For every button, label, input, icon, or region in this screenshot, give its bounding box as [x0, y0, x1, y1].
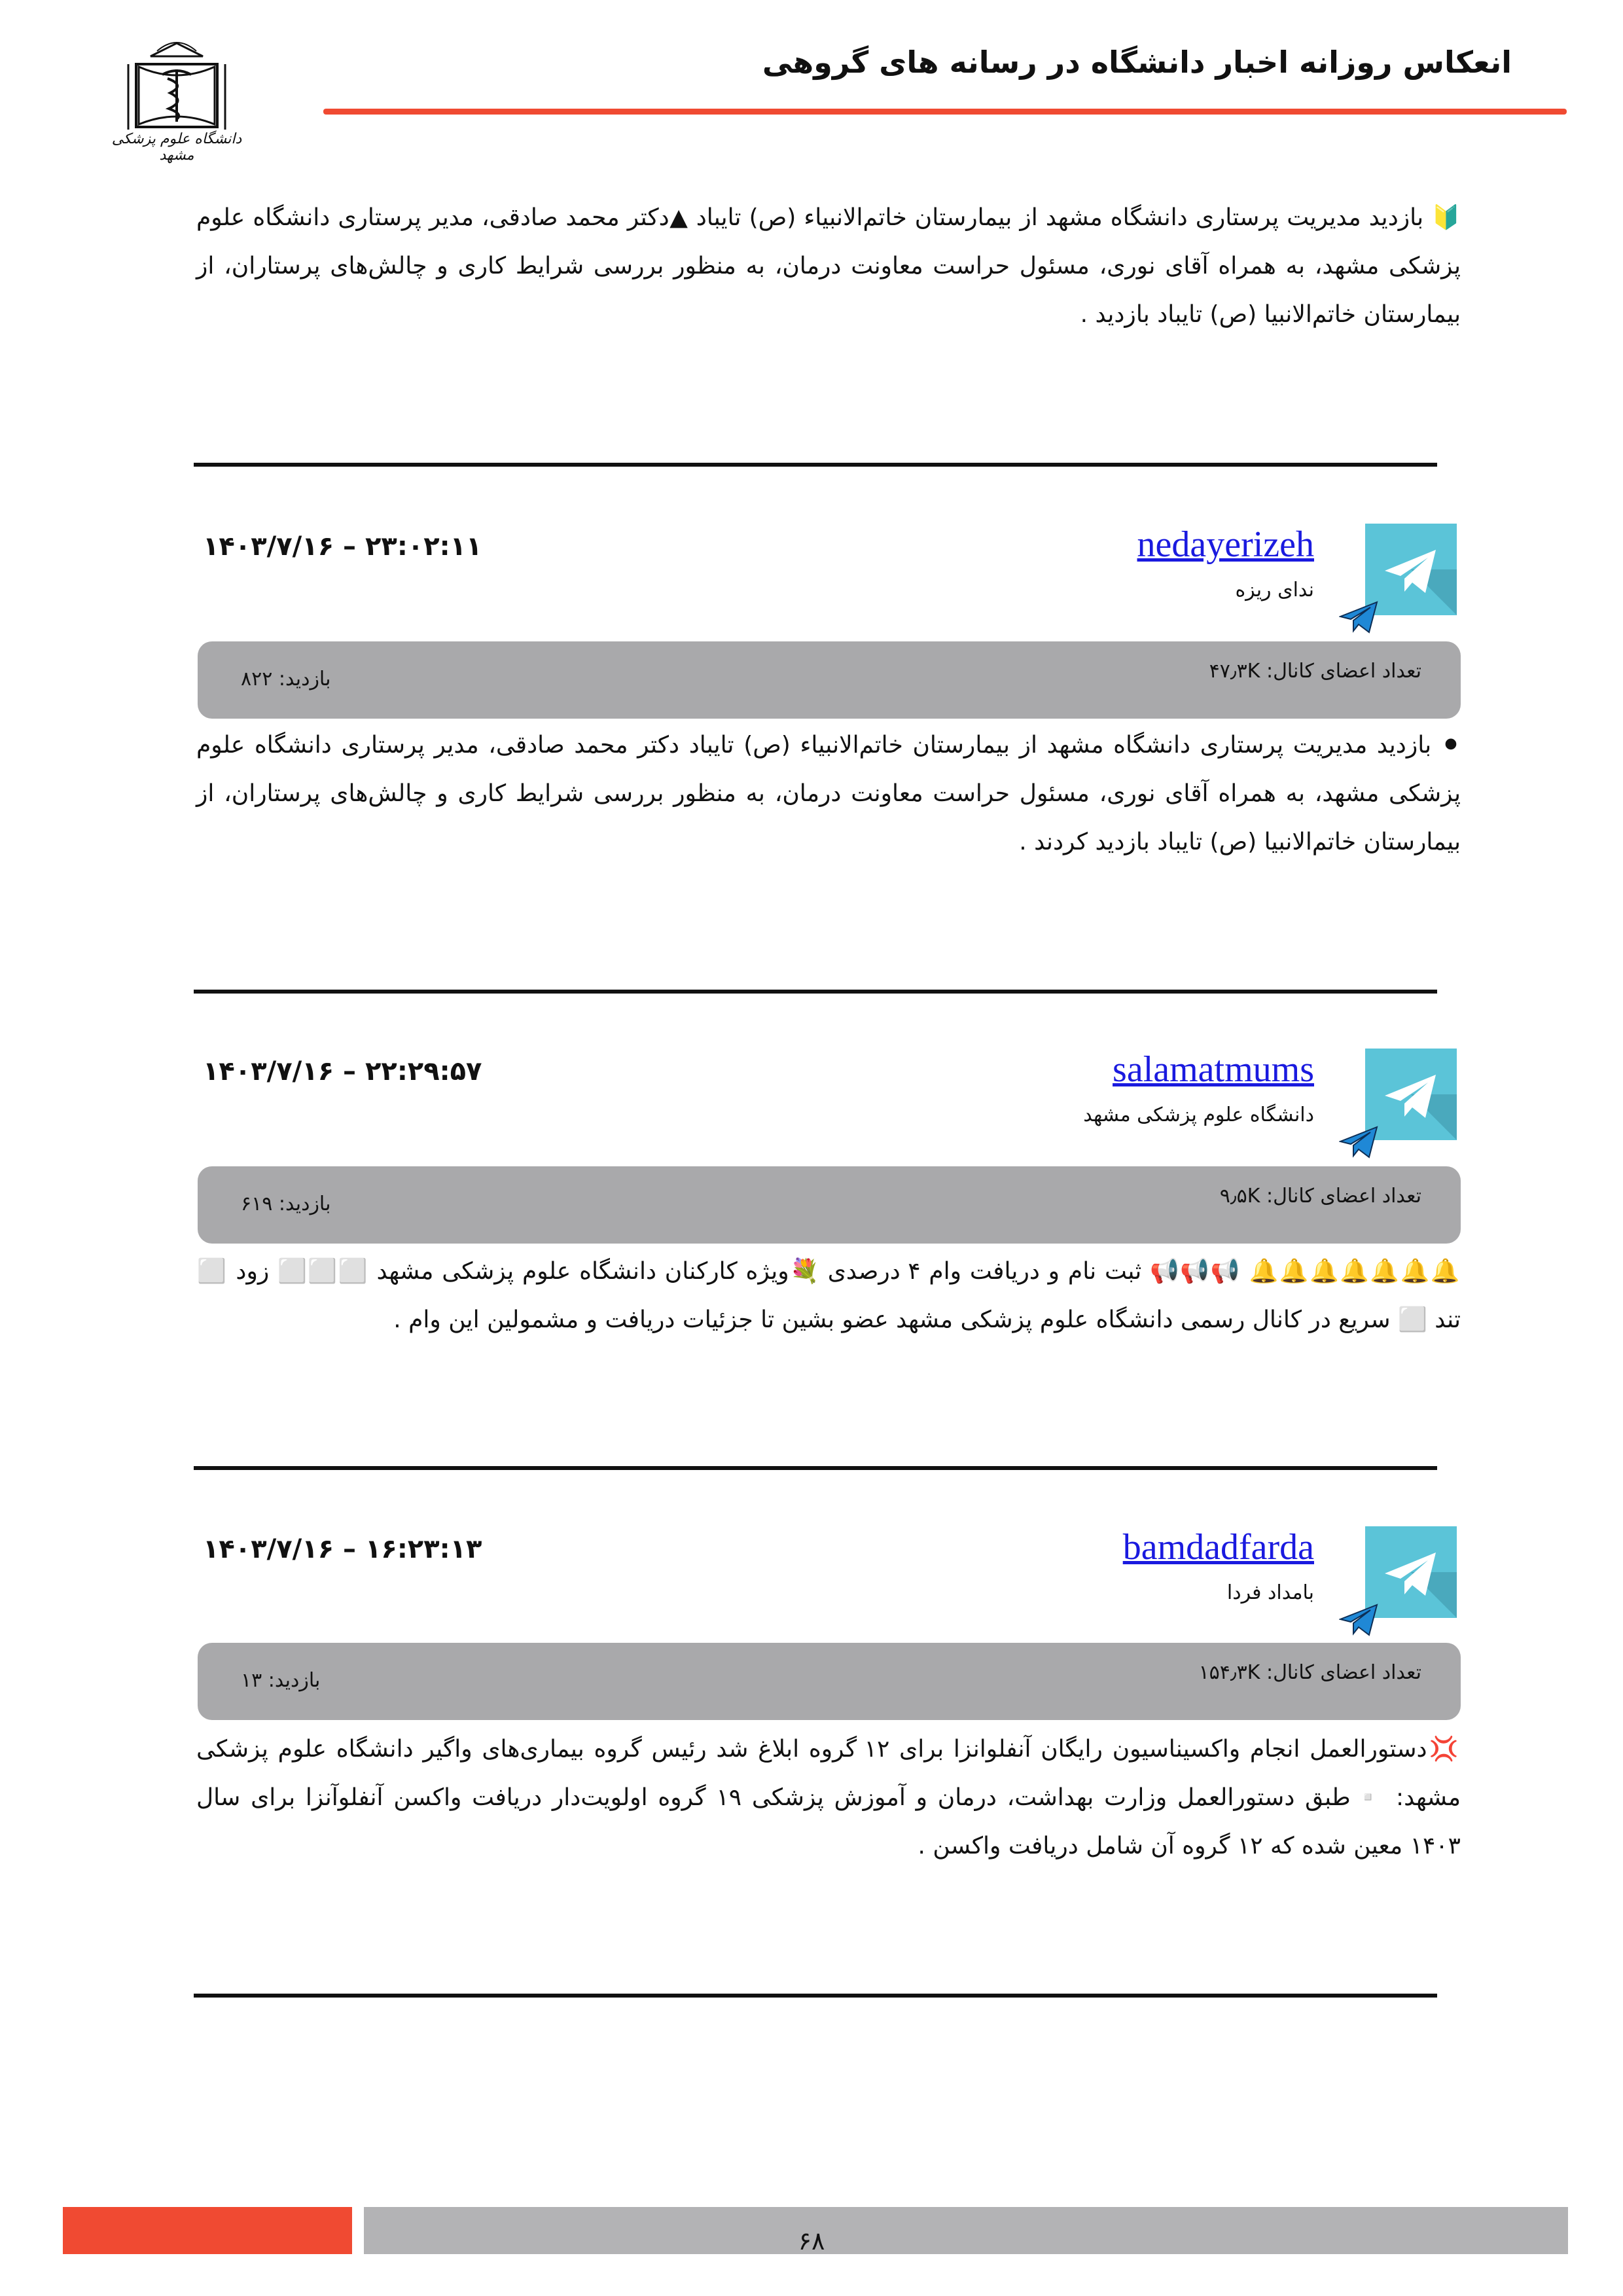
channel-stats-bar	[198, 1166, 1461, 1244]
telegram-icon	[1365, 1049, 1457, 1140]
post-body: ⚫ بازدید مدیریت پرستاری دانشگاه مشهد از بیمارستان خاتم‌الانبیاء (ص) تایباد دکتر محمد صادقی، مدیر پرستاری دانشگاه علوم پزشکی مشهد، به همراه آقای نوری، مسئول حراست معاونت درمان، به منظور بررسی شرایط کاری و چالش‌های پرستاران، از بیمارستان خاتم‌الانبیا (ص) تایباد بازدید کردند .	[196, 732, 1461, 855]
post-text	[196, 721, 1461, 867]
channel-stats-bar	[198, 641, 1461, 719]
page-title: انعکاس روزانه اخبار دانشگاه در رسانه های گروهی	[762, 45, 1512, 80]
post-datetime: ۲۳:۰۲:۱۱ – ۱۴۰۳/۷/۱۶	[203, 531, 482, 562]
page-number: ۶۸	[798, 2227, 825, 2255]
post-text	[196, 1725, 1461, 1871]
channel-name: ندای ریزه	[1235, 579, 1314, 601]
telegram-icon-tile	[1365, 1049, 1457, 1140]
separator	[194, 463, 1437, 467]
post-body: 💢دستورالعمل انجام واکسیناسیون رایگان آنفلوانزا برای ۱۲ گروه ابلاغ شد رئیس گروه بیماری‌های واگیر دانشگاه علوم پزشکی مشهد: ▫️طبق دستورالعمل وزارت بهداشت، درمان و آموزش پزشکی ۱۹ گروه اولویت‌دار دریافت واکسن آنفلوآنزا برای سال ۱۴۰۳ معین شده که ۱۲ گروه آن شامل دریافت واکسن .	[196, 1736, 1461, 1859]
logo-caption: دانشگاه علوم پزشکی مشهد	[111, 131, 242, 164]
telegram-icon-tile	[1365, 524, 1457, 615]
channel-stats-bar	[198, 1643, 1461, 1720]
member-count: تعداد اعضای کانال: ۹٫۵K	[1219, 1185, 1421, 1208]
telegram-icon	[1365, 1526, 1457, 1618]
telegram-plane-icon	[1339, 1126, 1378, 1158]
separator	[194, 1994, 1437, 1998]
telegram-plane-icon	[1339, 1604, 1378, 1636]
telegram-icon	[1365, 524, 1457, 615]
channel-link[interactable]: salamatmums	[1113, 1049, 1314, 1090]
post-text	[196, 1247, 1461, 1344]
separator	[194, 1466, 1437, 1470]
telegram-plane-icon	[1339, 601, 1378, 634]
header-rule	[323, 109, 1567, 115]
university-logo	[105, 38, 249, 162]
separator	[194, 990, 1437, 994]
view-count: بازدید: ۶۱۹	[241, 1193, 331, 1215]
footer-bar	[364, 2207, 1568, 2254]
telegram-icon-tile	[1365, 1526, 1457, 1618]
member-count: تعداد اعضای کانال: ۴۷٫۳K	[1209, 660, 1421, 683]
member-count: تعداد اعضای کانال: ۱۵۴٫۳K	[1198, 1661, 1421, 1684]
channel-name: بامداد فردا	[1226, 1581, 1314, 1604]
channel-link[interactable]: nedayerizeh	[1137, 524, 1314, 565]
footer-accent-bar	[63, 2207, 352, 2254]
post-body: 🔔🔔🔔🔔🔔🔔🔔 📢📢📢 ثبت نام و دریافت وام ۴ درصدی 💐ویژه کارکنان دانشگاه علوم پزشکی مشهد ⬜⬜⬜ زود ⬜ تند ⬜ سریع در کانال رسمی دانشگاه علوم پزشکی مشهد عضو بشین تا جزئیات دریافت و مشمولین این وام .	[196, 1258, 1461, 1333]
channel-name: دانشگاه علوم پزشکی مشهد	[1083, 1103, 1314, 1126]
view-count: بازدید: ۱۳	[241, 1669, 321, 1692]
view-count: بازدید: ۸۲۲	[241, 668, 331, 691]
channel-link[interactable]: bamdadfarda	[1122, 1527, 1314, 1568]
post-body: 🔰 بازدید مدیریت پرستاری دانشگاه مشهد از بیمارستان خاتم‌الانبیاء (ص) تایباد ▲دکتر محمد صادقی، مدیر پرستاری دانشگاه علوم پزشکی مشهد، به همراه آقای نوری، مسئول حراست معاونت درمان، به منظور بررسی شرایط کاری و چالش‌های پرستاران، از بیمارستان خاتم‌الانبیا (ص) تایباد بازدید .	[196, 204, 1461, 328]
post-datetime: ۱۶:۲۳:۱۳ – ۱۴۰۳/۷/۱۶	[203, 1534, 482, 1564]
post-datetime: ۲۲:۲۹:۵۷ – ۱۴۰۳/۷/۱۶	[203, 1056, 482, 1086]
top-post-text	[196, 194, 1461, 339]
